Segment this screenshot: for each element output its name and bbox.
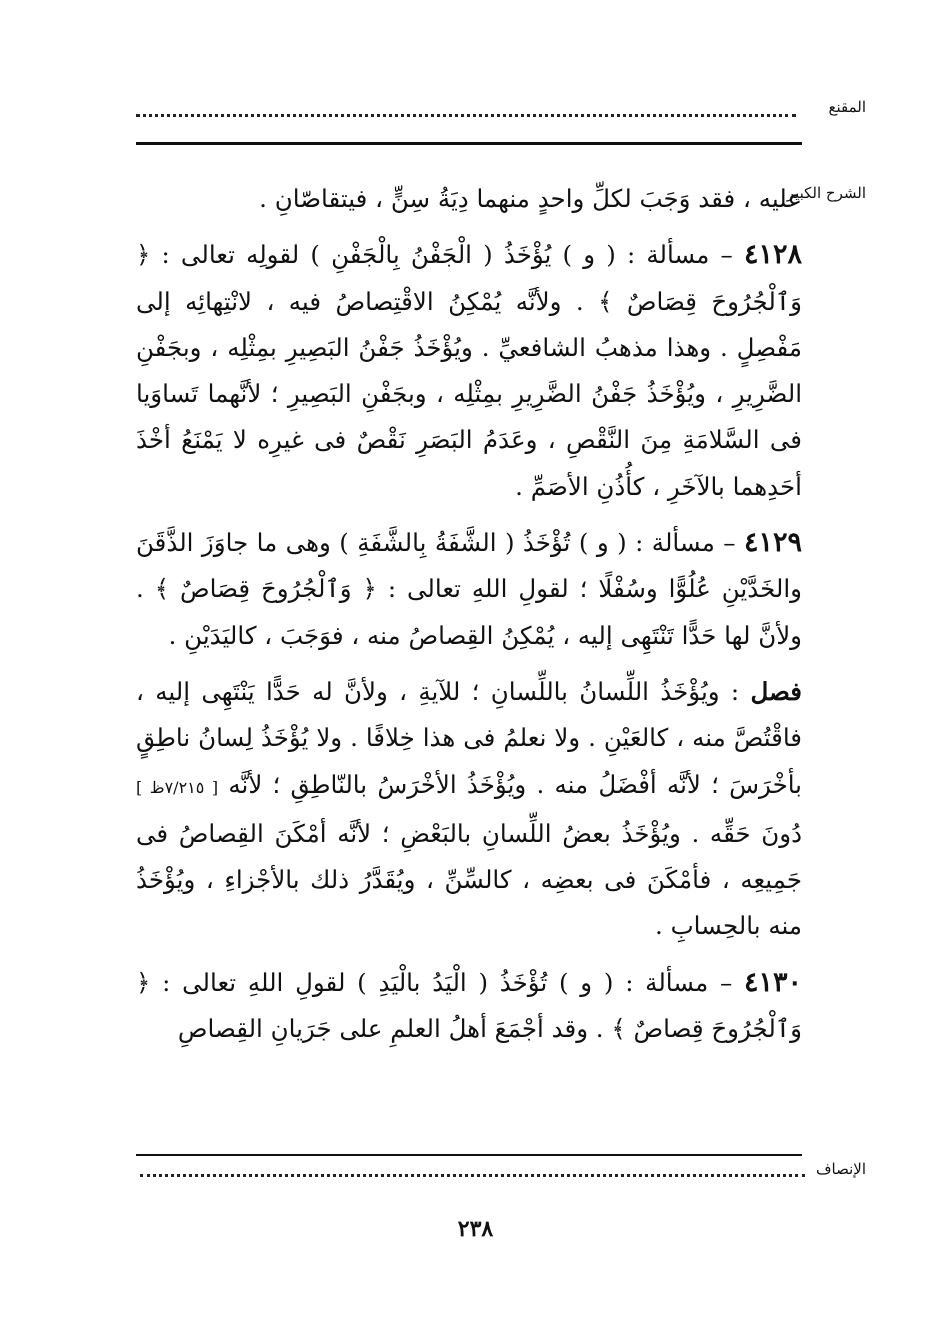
footer-rule	[136, 1154, 802, 1156]
masala-text: – مسألة : ( و ) تُؤْخَذُ ( الشَّفَةُ بِالشَّفَةِ ) وهى ما جاوَزَ الذَّقَنَ والخَدَّيْنِ عُلُوًّا وسُفْلًا ؛ لقولِ اللهِ تعالى : ﴿ وَٱلْجُرُوحَ قِصَاصٌ ﴾ . ولأنَّ لها حَدًّا تَنْتَهِى إليه ، يُمْكِنُ القِصاصُ منه ، فوَجَبَ ، كاليَدَيْنِ .	[136, 528, 802, 650]
footer-dotted-line	[140, 1174, 805, 1177]
masala-4129	[136, 520, 802, 659]
page-number: ٢٣٨	[457, 1216, 494, 1242]
fasl-text-b: دُونَ حَقِّه . ويُؤْخَذُ بعضُ اللِّسانِ بالبَعْضِ ؛ لأنَّه أمْكَنَ القِصاصُ فى جَمِيعِه ، فأمْكَنَ فى بعضِه ، كالسِّنِّ ، ويُقَدَّرُ ذلك بالأجْزاءِ ، ويُؤْخَذُ منه بالحِسابِ .	[136, 818, 802, 941]
header-rule	[136, 142, 802, 145]
fasl-section	[136, 669, 802, 950]
masala-number: ٤١٢٨	[743, 239, 802, 271]
manuscript-reference: [ ٧/٢١٥ظ ]	[136, 777, 219, 797]
masala-4130	[136, 960, 802, 1053]
fasl-label: فصل	[750, 676, 802, 706]
book-title-muqni: المقنع	[828, 98, 866, 116]
masala-4128	[136, 232, 802, 510]
masala-number: ٤١٢٩	[743, 527, 802, 559]
commentary-text	[136, 176, 802, 1052]
masala-text: – مسألة : ( و ) تُؤْخَذُ ( الْيَدُ بالْيَدِ ) لقولِ اللهِ تعالى : ﴿ وَٱلْجُرُوحَ قِصاصٌ ﴾ . وقد أجْمَعَ أهلُ العلمِ على جَرَيانِ القِصاصِ	[136, 967, 802, 1044]
fasl-text-a: : ويُؤْخَذُ اللِّسانُ باللِّسانِ ؛ للآيةِ ، ولأنَّ له حَدًّا يَنْتَهِى إليه ، فاقْتُصَّ منه ، كالعَيْنِ . ولا نعلمُ فى هذا خِلافًا . ولا يُؤْخَذُ لِسانُ ناطِقٍ بأخْرَسَ ؛ لأنَّه أفْضَلُ منه . ويُؤْخَذُ الأخْرَسُ بالنّاطِقِ ؛ لأنَّه	[136, 676, 802, 799]
paragraph-intro: عليه ، فقد وَجَبَ لكلِّ واحدٍ منهما دِيَةُ سِنٍّ ، فيتقاصّانِ .	[259, 184, 802, 213]
masala-number: ٤١٣٠	[743, 966, 802, 998]
margin-label-sharh-kabir: الشرح الكبير	[786, 184, 866, 202]
masala-text: – مسألة : ( و ) يُؤْخَذُ ( الْجَفْنُ بِالْجَفْنِ ) لقولِه تعالى : ﴿ وَٱلْجُرُوحَ قِصَاصٌ ﴾ . ولأنَّه يُمْكِنُ الاقْتِصاصُ فيه ، لانْتِهائِه إلى مَفْصِلٍ . وهذا مذهبُ الشافعيِّ . ويُؤْخَذُ جَفْنُ البَصِيرِ بمِثْلِه ، وبجَفْنِ الضَّرِيرِ ، ويُؤْخَذُ جَفْنُ الضَّرِيرِ بمِثْلِه ، وبجَفْنِ البَصِيرِ ؛ لأنَّهما تَساوَيا فى السَّلامَةِ مِنَ النَّقْصِ ، وعَدَمُ البَصَرِ نَقْصٌ فى غيرِه لا يَمْنَعُ أخْذَ أحَدِهما بالآخَرِ ، كأُذُنِ الأصَمِّ .	[136, 240, 802, 501]
margin-label-insaf: الإنصاف	[815, 1160, 866, 1178]
header-dotted-line	[136, 114, 796, 117]
